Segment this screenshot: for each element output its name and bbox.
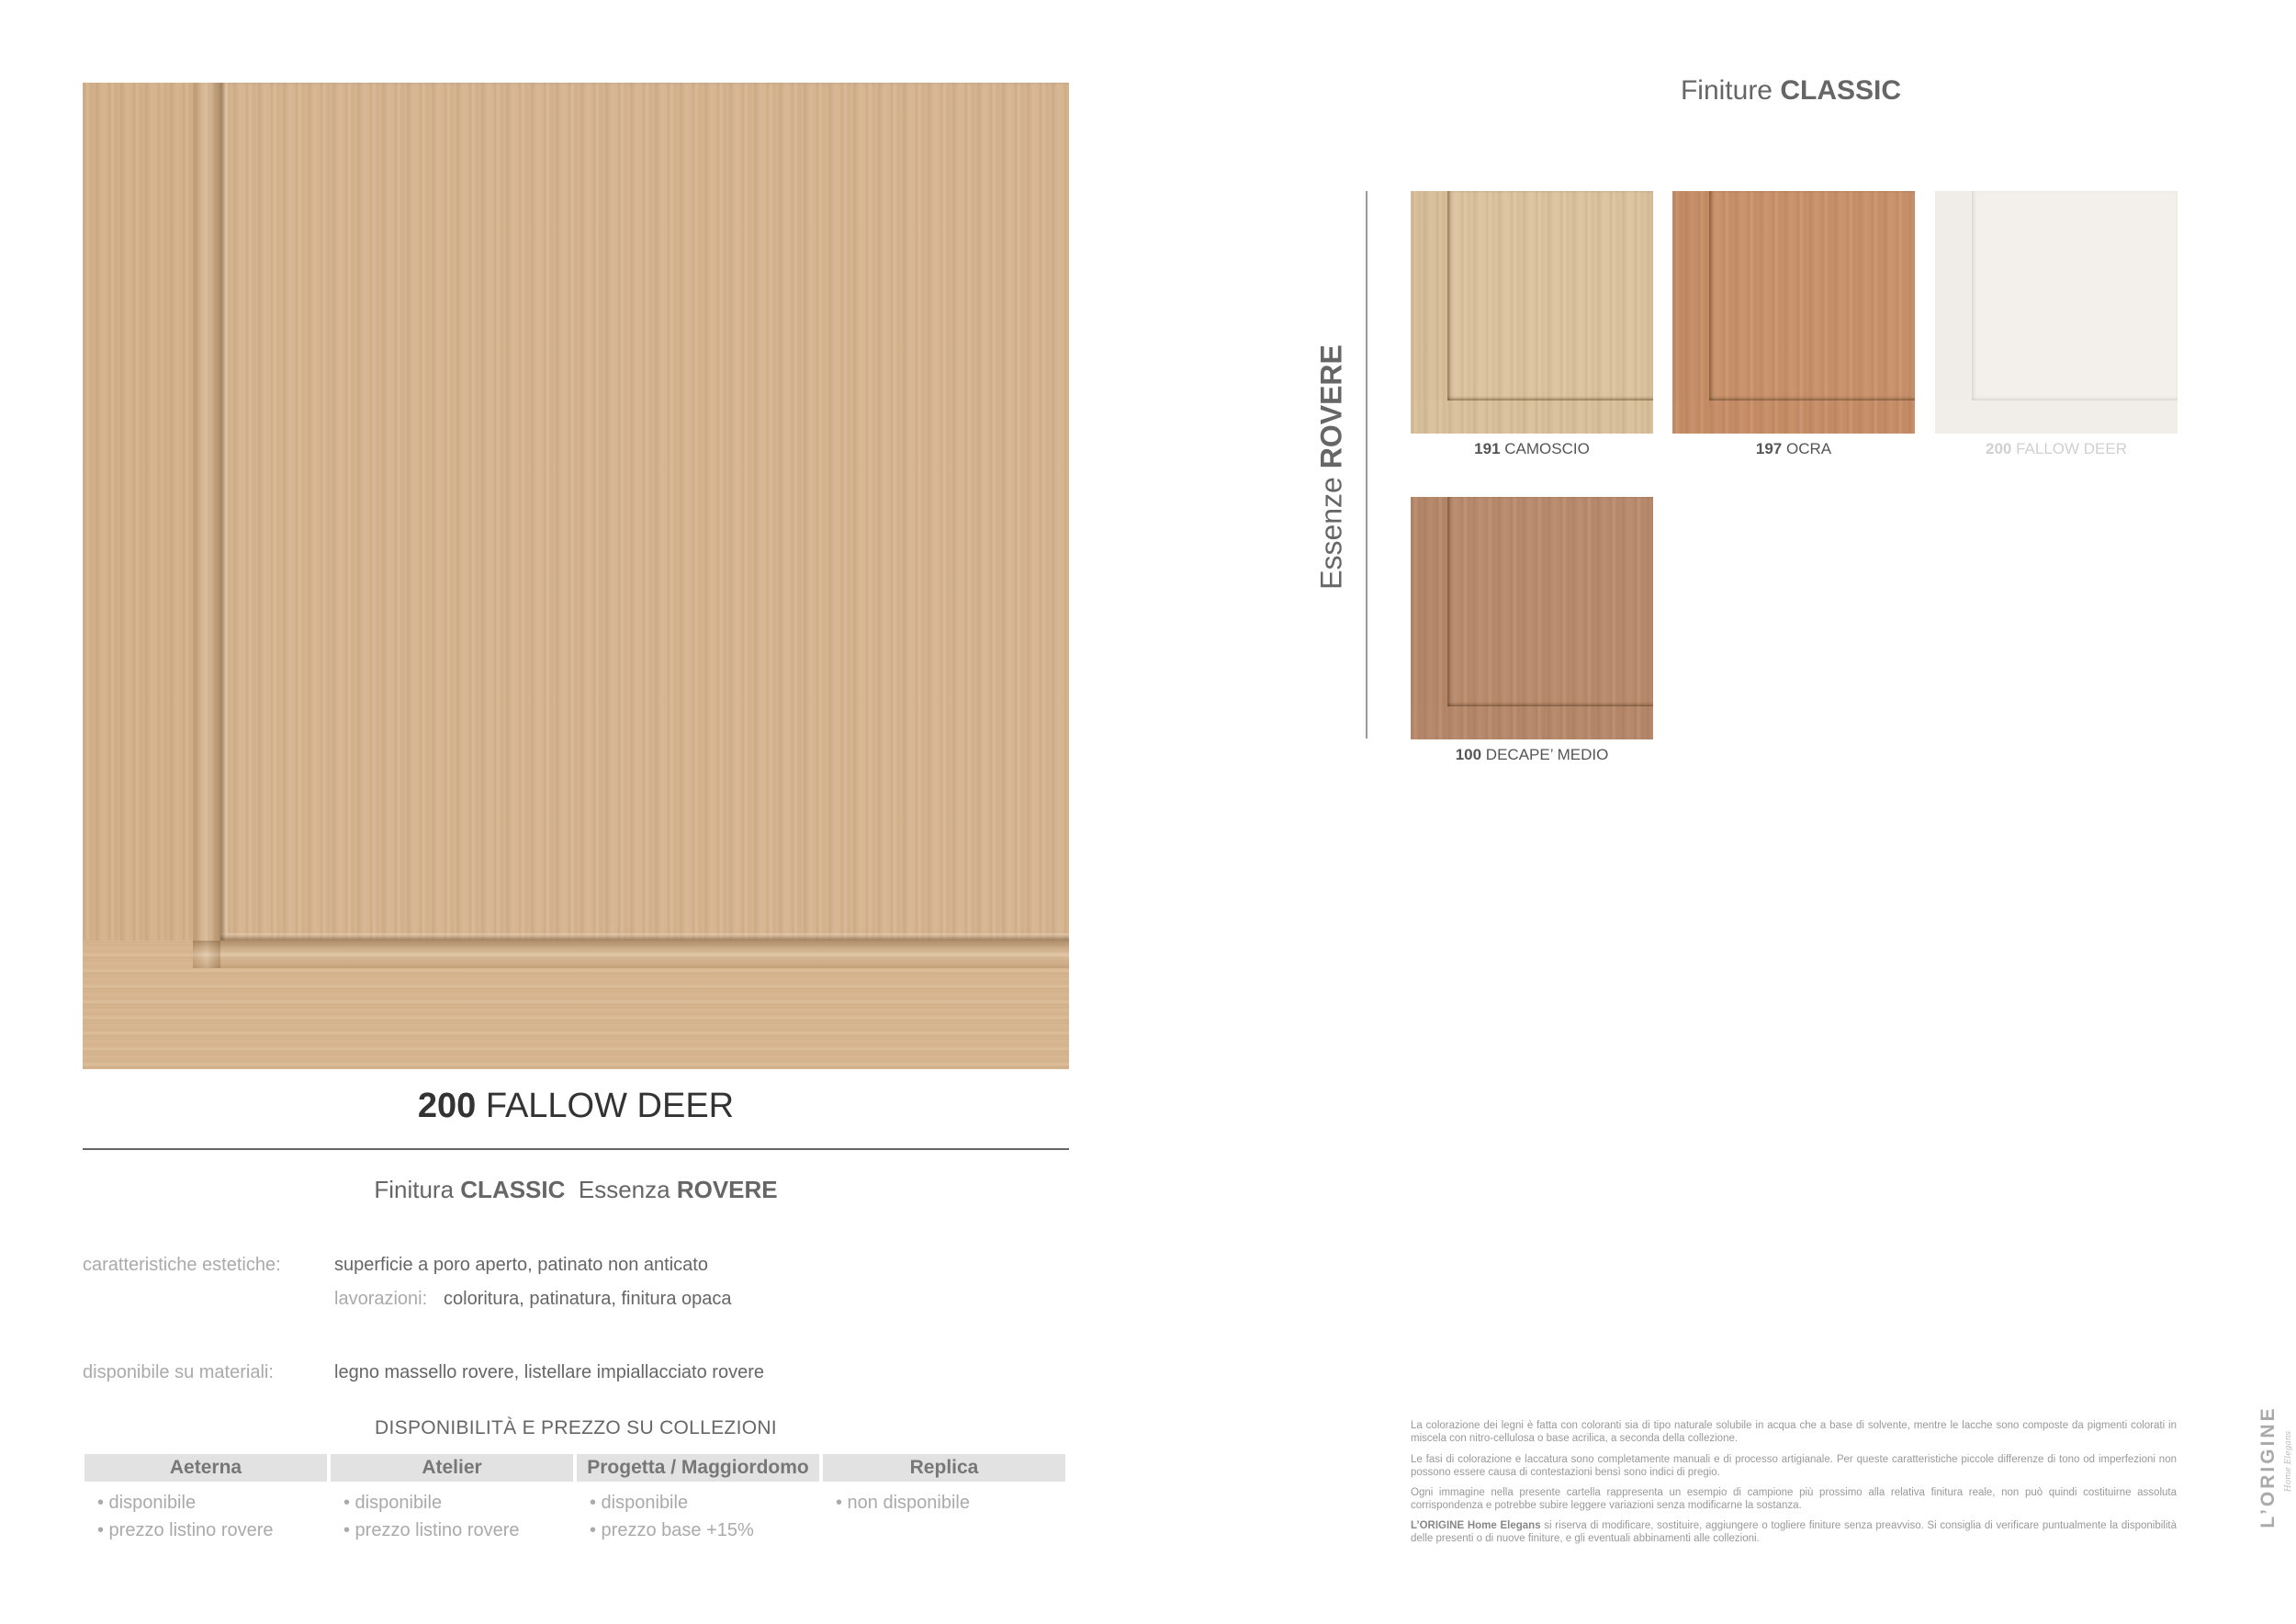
brand-tagline: Home Elegans — [2284, 1430, 2293, 1493]
swatch-code: 191 — [1474, 440, 1501, 457]
swatch-label-200 — [1935, 440, 2178, 458]
sample-inner-panel — [220, 83, 1069, 941]
finiture-word: Finiture — [1680, 75, 1773, 106]
replica-item: • non disponibile — [836, 1493, 970, 1513]
swatch-label-100 — [1411, 746, 1653, 764]
swatch-rail — [1672, 400, 1915, 434]
swatch-200-fallow-deer[interactable] — [1935, 191, 2178, 434]
finish-title — [83, 1087, 1069, 1126]
lavorazioni-value: coloritura, patinatura, finitura opaca — [444, 1289, 732, 1309]
finiture-title — [1378, 75, 2204, 107]
swatch-code: 100 — [1455, 746, 1482, 763]
lavorazioni-label: lavorazioni: — [334, 1289, 428, 1309]
title-divider — [83, 1148, 1069, 1150]
swatch-name: CAMOSCIO — [1504, 440, 1590, 457]
disclaimer-paragraph: Le fasi di colorazione e laccatura sono completamente manuali e di processo artigianale. Per queste caratteristiche piccole differenze di tono od imperfezioni non possono essere causa di contestazioni bensì sono indici di pregio. — [1411, 1454, 2177, 1478]
progetta-item: • disponibile — [590, 1493, 689, 1513]
swatch-100-decape-medio[interactable] — [1411, 497, 1653, 739]
materiali-label: disponibile su materiali: — [83, 1362, 274, 1382]
main-finish-sample-image — [83, 83, 1069, 1069]
essenze-vertical-label — [1315, 330, 1349, 605]
swatch-197-ocra[interactable] — [1672, 191, 1915, 434]
column-header-aeterna: Aeterna — [84, 1454, 327, 1482]
finish-name: FALLOW DEER — [485, 1087, 735, 1125]
swatch-stile — [1672, 191, 1709, 434]
availability-title: DISPONIBILITÀ E PREZZO SU COLLEZIONI — [375, 1417, 777, 1438]
swatch-panel — [1709, 191, 1915, 400]
finitura-value: CLASSIC — [460, 1176, 566, 1203]
swatch-191-camoscio[interactable] — [1411, 191, 1653, 434]
column-header-replica: Replica — [823, 1454, 1065, 1482]
column-header-progetta: Progetta / Maggiordomo — [577, 1454, 819, 1482]
sample-bevel-vertical — [193, 83, 220, 968]
finish-code: 200 — [417, 1087, 477, 1125]
materiali-value: legno massello rovere, listellare impiallacciato rovere — [334, 1362, 764, 1382]
swatch-label-197 — [1672, 440, 1915, 458]
essenza-value: ROVERE — [676, 1176, 778, 1203]
sample-bevel-horizontal — [193, 941, 1069, 968]
swatch-rail — [1935, 400, 2178, 434]
swatch-stile — [1411, 191, 1447, 434]
disclaimer-brand: L’ORIGINE Home Elegans — [1411, 1520, 1541, 1531]
essenze-word: Essenze — [1314, 477, 1348, 590]
atelier-item: • disponibile — [343, 1493, 443, 1513]
swatch-name: DECAPE’ MEDIO — [1485, 746, 1609, 763]
essenze-divider — [1366, 191, 1367, 739]
aeterna-item: • prezzo listino rovere — [97, 1520, 274, 1540]
finish-subtitle — [83, 1176, 1069, 1204]
progetta-item: • prezzo base +15% — [590, 1520, 754, 1540]
disclaimer-paragraph-last — [1411, 1519, 2177, 1545]
disclaimer-text: si riserva di modificare, sostituire, aggiungere o togliere finiture senza preavviso. Si consiglia di verificare puntualmente la disponibilità delle presenti o di nuove finiture, e gli eventuali abbinamenti alle collezioni. — [1411, 1520, 2177, 1544]
swatch-rail — [1411, 400, 1653, 434]
swatch-panel — [1447, 497, 1653, 706]
essenze-value: ROVERE — [1314, 344, 1348, 469]
aeterna-item: • disponibile — [97, 1493, 197, 1513]
essenza-word: Essenza — [578, 1176, 670, 1203]
swatch-rail — [1411, 706, 1653, 739]
swatch-name: OCRA — [1785, 440, 1832, 457]
finitura-word: Finitura — [374, 1176, 455, 1203]
caratteristiche-label: caratteristiche estetiche: — [83, 1255, 281, 1275]
finiture-value: CLASSIC — [1780, 75, 1902, 106]
disclaimer-paragraph: La colorazione dei legni è fatta con coloranti sia di tipo naturale solubile in acqua che a base di solvente, mentre le lacche sono composte da pigmenti colorati in miscela con nitro-cellulosa o base acrilica, a seconda della collezione. — [1411, 1420, 2177, 1444]
swatch-panel — [1447, 191, 1653, 400]
swatch-panel — [1972, 191, 2178, 400]
brand-logo: L’ORIGINE — [2257, 1405, 2279, 1528]
atelier-item: • prezzo listino rovere — [343, 1520, 520, 1540]
swatch-name: FALLOW DEER — [2016, 440, 2128, 457]
column-header-atelier: Atelier — [331, 1454, 573, 1482]
swatch-stile — [1935, 191, 1972, 434]
swatch-stile — [1411, 497, 1447, 739]
swatch-label-191 — [1411, 440, 1653, 458]
swatch-code: 197 — [1755, 440, 1783, 457]
swatch-code: 200 — [1985, 440, 2012, 457]
caratteristiche-value: superficie a poro aperto, patinato non anticato — [334, 1255, 708, 1275]
disclaimer-paragraph: Ogni immagine nella presente cartella rappresenta un esempio di campione più prossimo alla relativa finitura reale, non può quindi costituirne assoluta corrispondenza e potrebbe subire leggere variazioni senza modificarne la sostanza. — [1411, 1487, 2177, 1511]
